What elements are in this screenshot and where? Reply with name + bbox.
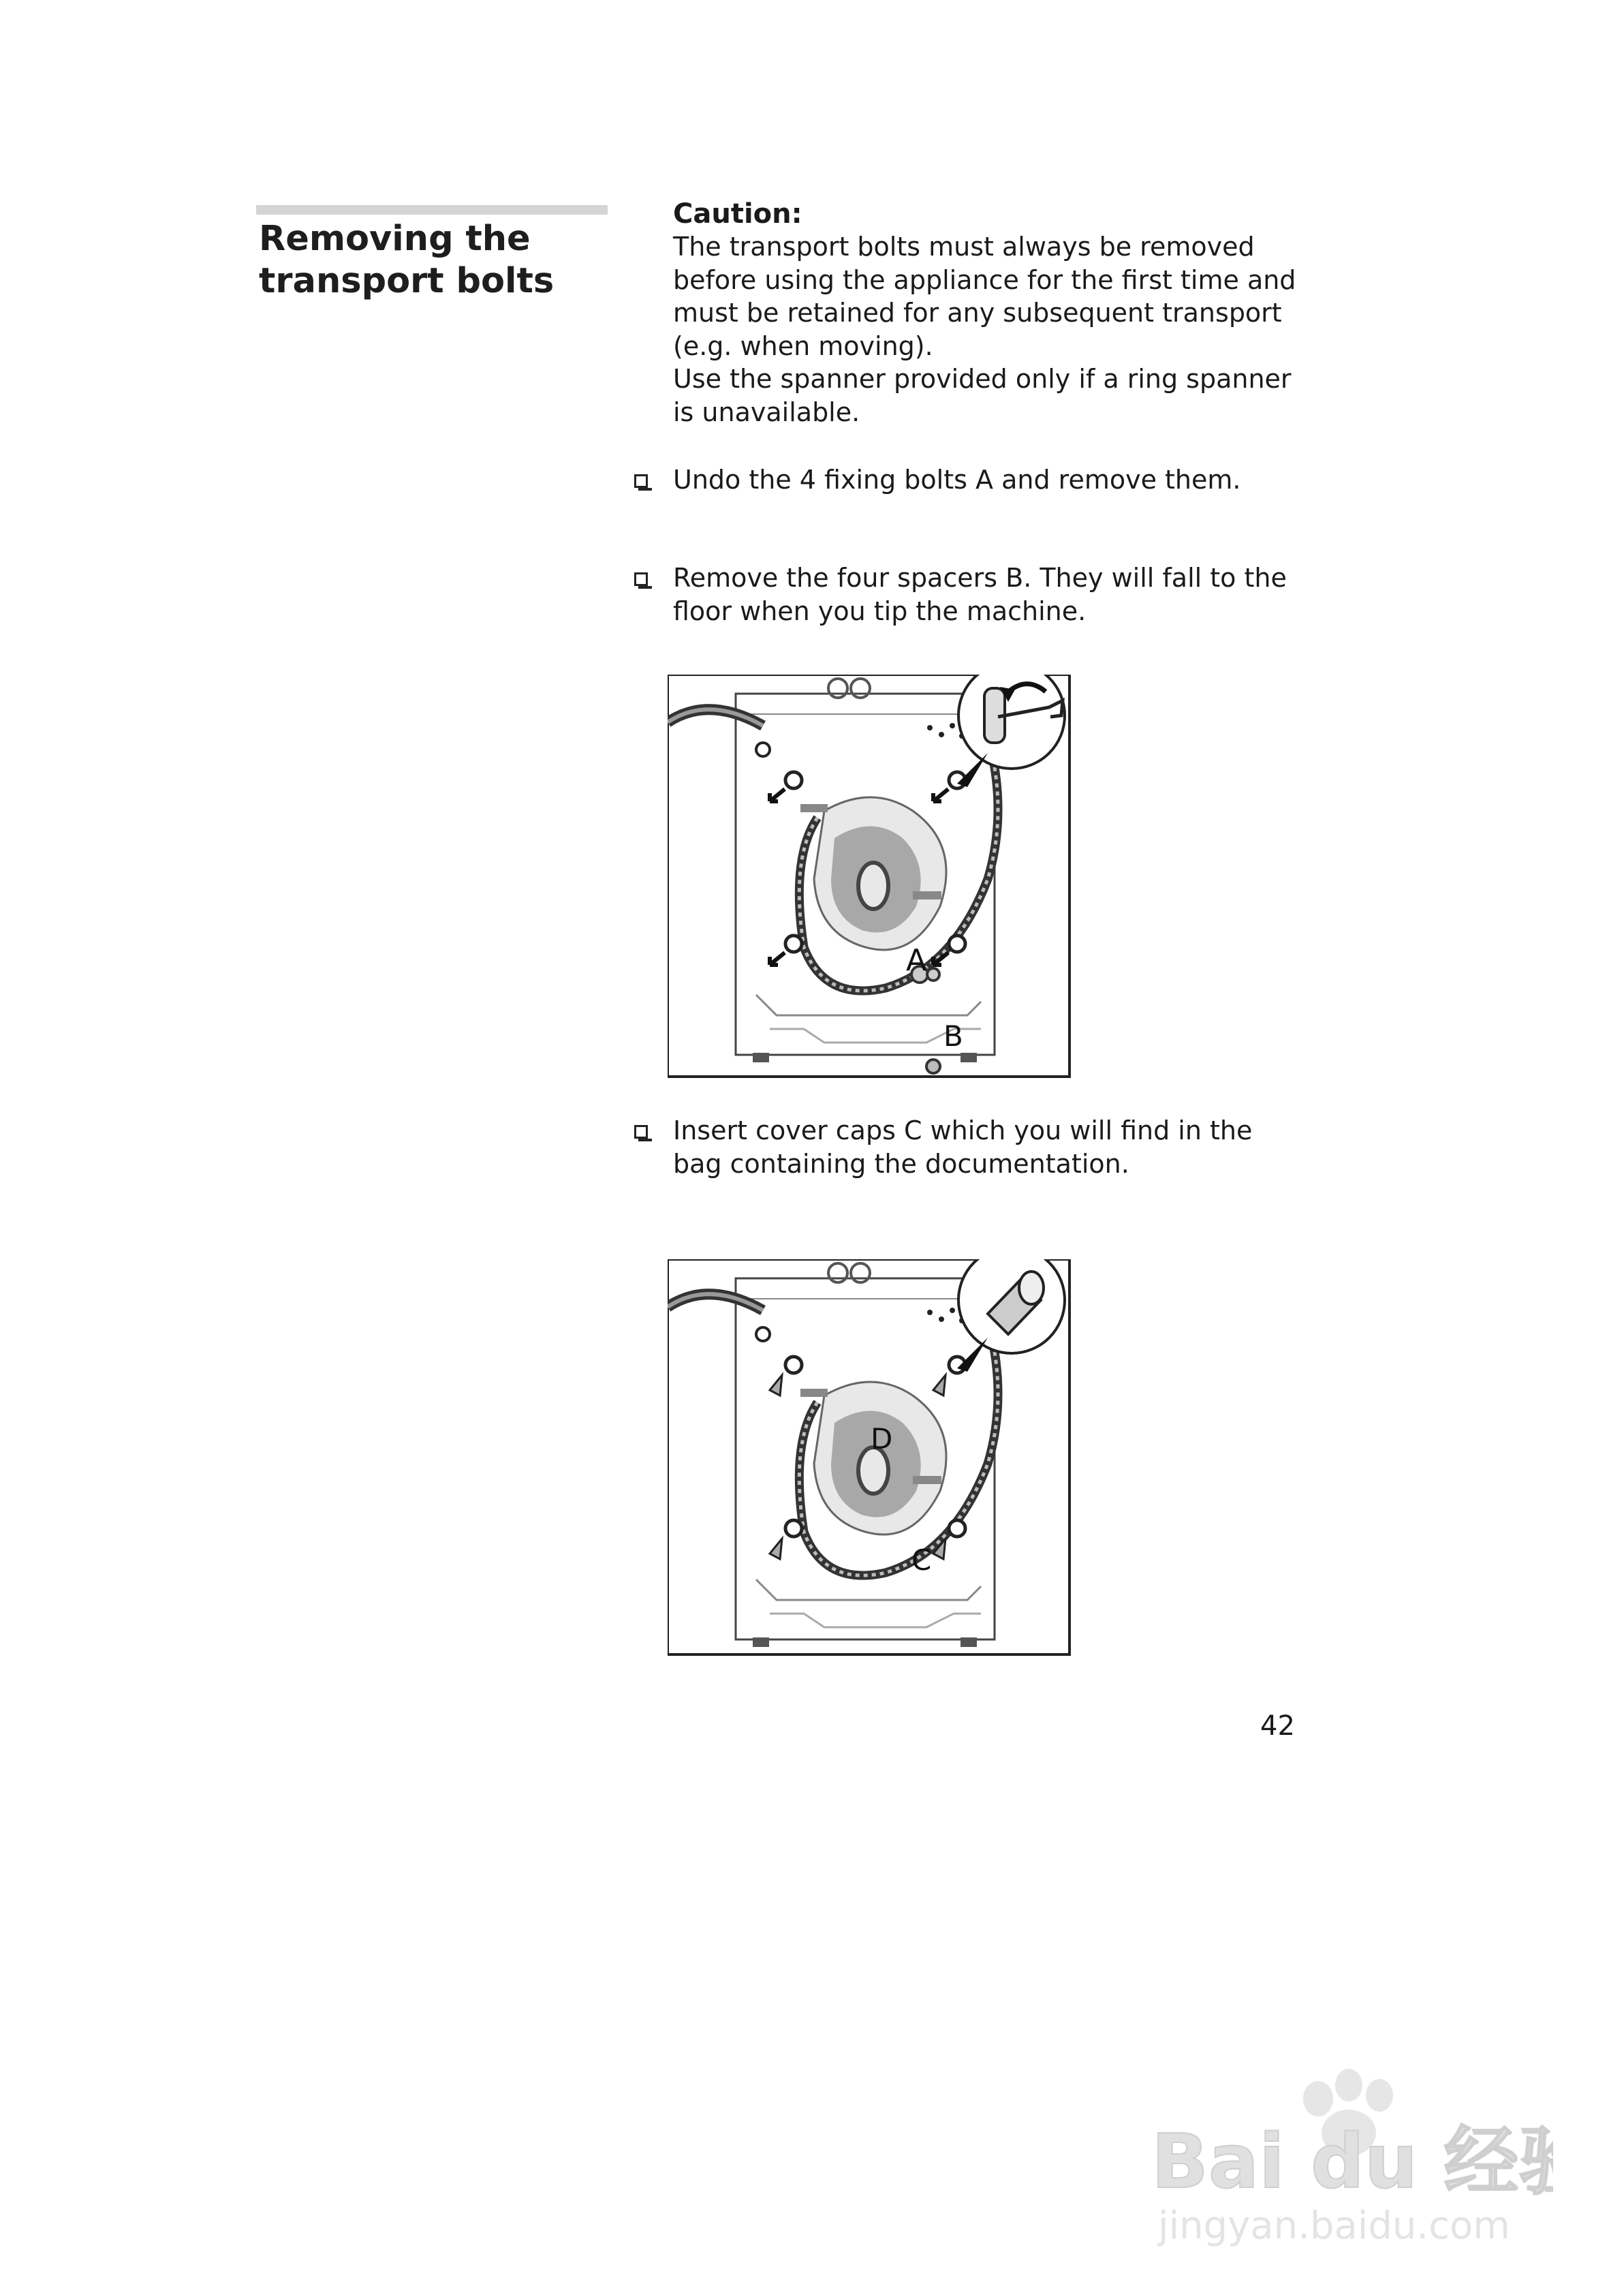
page-number: 42 bbox=[1260, 1710, 1295, 1742]
step-text: bag containing the documentation. bbox=[673, 1148, 1129, 1179]
section-rule bbox=[256, 205, 608, 215]
figure-label-c: C bbox=[911, 1543, 932, 1577]
svg-text:jingyan.baidu.com: jingyan.baidu.com bbox=[1158, 2204, 1510, 2248]
svg-text:Bai du 经验: Bai du 经验 bbox=[1151, 2118, 1553, 2205]
step-text: Undo the 4 fixing bolts A and remove them. bbox=[673, 465, 1241, 495]
caution-line: Use the spanner provided only if a ring spanner bbox=[673, 364, 1292, 394]
figure-label-a: A bbox=[906, 943, 927, 978]
section-title bbox=[259, 218, 613, 303]
step-text: Remove the four spacers B. They will fall to the bbox=[673, 563, 1287, 593]
figure-label-d: D bbox=[871, 1422, 893, 1455]
step-text: Insert cover caps C which you will find in the bbox=[673, 1115, 1253, 1145]
section-title-line: Removing the bbox=[259, 219, 531, 259]
caution-heading: Caution: bbox=[673, 198, 802, 230]
checkbox-bullet-icon bbox=[634, 474, 648, 488]
caution-line: The transport bolts must always be removed bbox=[673, 232, 1255, 262]
checkbox-bullet-icon bbox=[634, 572, 648, 586]
checkbox-bullet-icon bbox=[634, 1125, 648, 1139]
step-text: floor when you tip the machine. bbox=[673, 596, 1087, 626]
section-title-line: transport bolts bbox=[259, 261, 555, 301]
figure-insert-caps bbox=[668, 1259, 1076, 1668]
baidu-watermark-logo bbox=[1144, 2058, 1553, 2249]
caution-line: is unavailable. bbox=[673, 397, 860, 427]
figure-label-b: B bbox=[943, 1019, 963, 1053]
caution-line: (e.g. when moving). bbox=[673, 330, 933, 361]
caution-text bbox=[673, 230, 1296, 429]
caution-line: before using the appliance for the first time and bbox=[673, 264, 1296, 295]
caution-line: must be retained for any subsequent transport bbox=[673, 298, 1282, 328]
figure-remove-bolts bbox=[668, 675, 1076, 1083]
